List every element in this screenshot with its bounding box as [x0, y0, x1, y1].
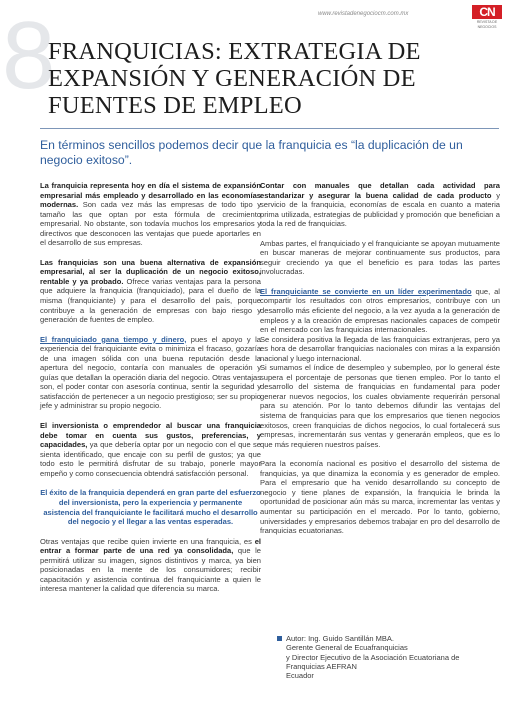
website-url[interactable]: www.revistadenegociocm.com.mx	[318, 11, 409, 17]
highlight-lead: El franquiciante se convierte en un líder experimentado	[260, 286, 472, 296]
article-title: FRANQUICIAS: EXTRATEGIA DE EXPANSIÓN Y GENERACIÓN DE FUENTES DE EMPLEO	[48, 38, 421, 119]
author-country: Ecuador	[286, 671, 314, 681]
title-divider	[40, 128, 499, 129]
paragraph	[40, 421, 261, 478]
paragraph	[40, 335, 261, 411]
paragraph-text: que, al compartir los resultados con otros empresarios, contribuye con un desarrollo más eficiente del negocio, a la vez ayuda a la generación de empleos y a la creación de empresas nacionales capaces de competir en el mercado con las franquicias internacionales.	[260, 286, 500, 335]
paragraph-text: y servicio de la franquicia, economías de escala en cuanto a materia prima utilizada, estrategias de publicidad y promoción que benefician a toda la red de franquicias.	[260, 190, 501, 229]
paragraph-text: Otras ventajas que recibe quien invierte en una franquicia, es	[40, 536, 255, 546]
author-block	[277, 634, 499, 680]
paragraph: Ambas partes, el franquiciado y el franquiciante se apoyan mutuamente en buscar maneras de mejorar continuamente sus productos, para seguir creciendo ya que el beneficio es para todas las partes involucradas.	[260, 238, 500, 277]
paragraph	[40, 181, 261, 248]
paragraph	[260, 181, 500, 229]
author-name: Autor: Ing. Guido Santillán MBA.	[286, 634, 394, 643]
bold-lead: El inversionista o emprendedor al buscar una franquicia debe tomar en cuenta sus gustos, preferencias, y capacidades,	[40, 421, 261, 450]
paragraph	[40, 537, 261, 594]
right-column	[260, 181, 500, 546]
author-org: Franquicias AEFRAN	[286, 661, 357, 671]
magazine-logo	[472, 5, 502, 29]
author-role: Gerente General de Ecuafranquicias	[286, 643, 408, 653]
paragraph-text: pues el apoyo y la experiencia del franquiciante evita o minimiza el fracaso, gozaría de una imagen sólida con una buena reputación desde la apertura del negocio, contaría con manuales de operación y guías que detallan la operación diaria del negocio. Otras ventajas son, el poder contar con asesoría continua, sentir la seguridad y satisfacción de pertenecer a un negocio prestigioso; ser su propio jefe y administrar su propio negocio.	[40, 334, 262, 411]
paragraph-text: Si sumamos el índice de desempleo y subempleo, por lo general éste supera el porcentaje de personas que tienen empleo. Por lo tanto el desarrollo del sistema de franquicias en fundamental para poder generar nuevos negocios, los cuales obviamente requerirán personal para su atención. Por lo tanto debemos difundir las ventajas del sistema de franquicias para que los empresarios que tienen negocios exitosos, creen franquicias de dichos negocios, lo cual fortalecerá sus empresas, incrementarán sus ventas y generarán empleos, que es lo que más requieren nuestros países.	[260, 363, 500, 449]
paragraph-text: que le permitirá utilizar su imagen, signos distintivos y marca, ya bien posicionadas en la mente de los consumidores; recibir capacitación y asistencia continua del franquiciante a quien le interesa mantener la calidad que diferencia su marca.	[40, 546, 261, 594]
highlight-lead: El franquiciado gana tiempo y dinero,	[40, 334, 187, 344]
left-column	[40, 181, 261, 604]
logo-text: CN	[472, 5, 502, 19]
page-number: 8	[2, 2, 54, 109]
paragraph-text: ya que debería optar por un negocio con el que se sienta identificado, que encaje con su perfil de gustos; ya que todo esto le permitirá disfrutar de su trabajo, ponerle mayor empeño y como consecuencia obtendrá satisfacción personal.	[40, 440, 261, 478]
author-role: y Director Ejecutivo de la Asociación Ecuatoriana de	[286, 652, 460, 662]
paragraph: Para la economía nacional es positivo el desarrollo del sistema de franquicias, ya que dinamiza la economía y es generador de empleo. Para el empresario que ha venido desarrollando su concepto de negocio y tiene planes de expansión, la franquicia le brinda la oportunidad de posicionar aún más su marca, incrementar las ventas y aumentar su participación en el mercado. Por lo tanto, gobierno, universidades y empresarios debemos trabajar en pro del desarrollo de franquicias ecuatorianas.	[260, 459, 500, 536]
paragraph-text: Se considera positiva la llegada de las franquicias extranjeras, pero ya es hora de desarrollar franquicias nacionales con miras a la expansión nacional y luego internacional.	[260, 334, 500, 363]
logo-subtext: REVISTA DE NEGOCIOS	[476, 20, 498, 29]
paragraph	[260, 287, 500, 449]
paragraph	[40, 258, 261, 325]
paragraph-text: Ofrece varias ventajas para la persona que adquiere la franquicia (franquiciado), para el dueño de la misma (franquiciante) y para el desarrollo del país, porque contribuye a la generación de empresas con bajo riesgo y generación de fuentes de empleo.	[40, 276, 261, 325]
paragraph-text: Son cada vez más las empresas de todo tipo y tamaño las que optan por esta fórmula de crecimiento empresarial. No obstante, son todavía muchos los empresarios y directivos que desconocen las ventajas que puede aportarles en el desarrollo de sus empresas.	[40, 200, 261, 248]
bold-lead: La franquicia representa hoy en día el sistema de expansión empresarial más empleado y desarrollado en las economías modernas.	[40, 181, 261, 210]
pull-quote: El éxito de la franquicia dependerá en gran parte del esfuerzo del inversionista, pero la experiencia y permanente asistencia del franquiciante le facilitará mucho el desarrollo del negocio y el llegar a las ventas esperadas.	[40, 488, 261, 527]
bold-lead: Las franquicias son una buena alternativa de expansión empresarial, al ser la duplicación de un negocio exitoso, rentable y ya probado.	[40, 257, 261, 286]
bullet-icon	[277, 636, 282, 641]
article-subtitle: En términos sencillos podemos decir que la franquicia es “la duplicación de un negocio exitoso”.	[40, 138, 463, 167]
bold-lead: el entrar a formar parte de una red ya consolidada,	[40, 536, 261, 556]
bold-lead: Contar con manuales que detallan cada actividad para estandarizar y asegurar la buena calidad de cada producto	[260, 181, 500, 200]
